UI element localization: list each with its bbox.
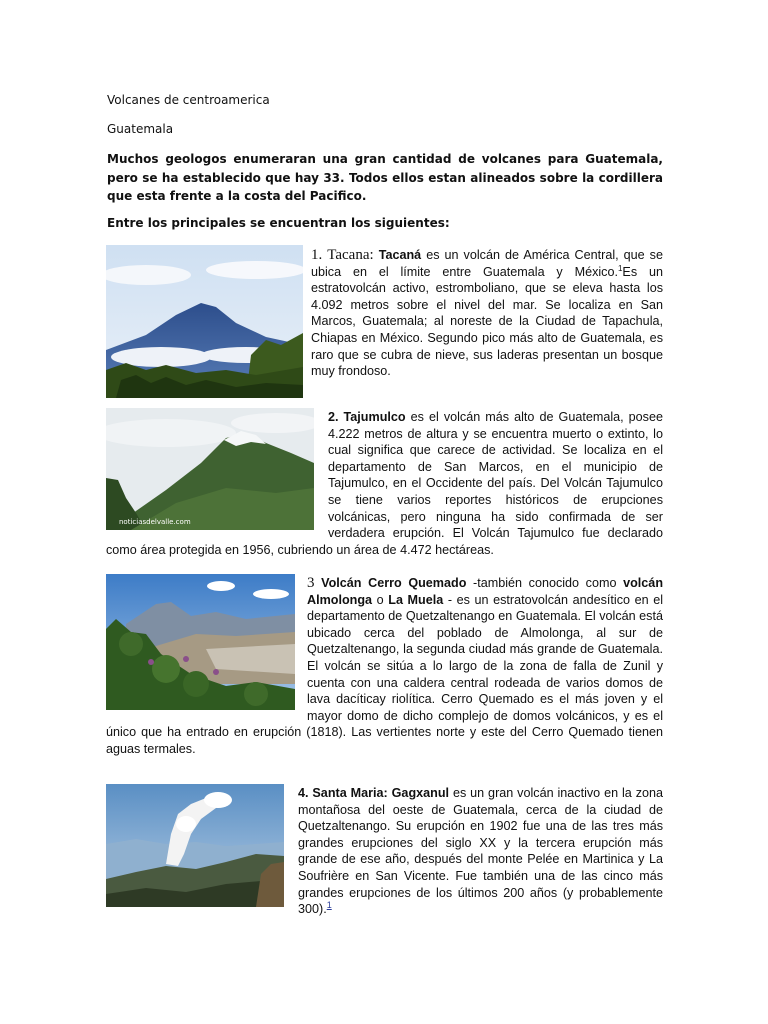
santa-maria-paragraph: 4. Santa Maria: Gagxanul es un gran volcán inactivo en la zona montañosa del oeste de Guatemala, cerca de la ciudad de Quetzaltenango. Su erupción en 1902 fue una de las tres más grandes erupciones del siglo XX y la tercera erupción más grande de ese año, después del monte Pelée en Martinica y La Soufrière en San Vicente. Fue también una de las cinco más grandes erupciones de los últimos 200 años (y probablemente 300).$^1$ [298, 786, 664, 917]
santa-maria-photo [106, 784, 284, 907]
tajumulco-paragraph: 2. Tajumulco es el volcán más alto de Guatemala, posee 4.222 metros de altura y se encuentra muerto o extinto, lo cual significa que carece de actividad. Se localiza en el departamento de San Marcos, en el municipio de Tajumulco, en el Occidente del país. Del Volcán Tajumulco se tiene varios reportes históricos de erupciones volcánicas, pero ninguna ha sido confirmada de ser verdadera erupción. El Volcán Tajumulco fue declarado como área protegida en 1956, cubriendo un área de 4.472 hectáreas. [106, 410, 663, 557]
la-muela-name: La Muela [388, 592, 444, 607]
document-title: Volcanes de centroamerica [107, 93, 270, 107]
volcano-section-santa-maria [106, 784, 663, 918]
tacana-photo [106, 245, 303, 398]
santa-maria-name: Gagxanul [391, 786, 450, 800]
volcano-section-tacana [106, 245, 663, 398]
tacana-name: Tacaná [378, 248, 422, 262]
cerro-quemado-paragraph: 3 Volcán Cerro Quemado -también conocido como volcán Almolonga o La Muela - es un estratovolcán andesítico en el departamento de Quetzaltenango en Guatemala. El volcán está ubicado cerca del poblado de Almolonga, al sur de Quetzaltenango, la segunda ciudad más grande de Guatemala. El volcán se sitúa a lo largo de la zona de falla de Zunil y cuenta con una caldera central rodeada de varios domos de lava dacíticay riolítica. Cerro Quemado es el más joven y el mayor domo de dicho complejo de domos volcánicos, y es el único que ha entrado en erupción (1818). Las vertientes norte y este del Cerro Quemado tienen aguas termales. [106, 575, 664, 756]
tacana-number: 1. Tacana: [311, 247, 374, 263]
tajumulco-watermark: noticiasdelvalle.com [119, 518, 191, 526]
almolonga-name: volcán Almolonga [307, 576, 664, 607]
tacana-paragraph: 1. Tacana: Tacaná es un volcán de América Central, que se ubica en el límite entre Guatemala y México.$^1$Es un estratovolcán activo, estromboliano, que se eleva hasta los 4.092 metros sobre el nivel del mar. Se localiza en San Marcos, Guatemala; al noreste de la Ciudad de Tapachula, Chiapas en México. Segundo pico más alto de Guatemala, es raro que se cubra de nieve, sus laderas presentan un bosque muy frondoso. [311, 247, 663, 379]
tajumulco-photo [106, 408, 314, 530]
volcano-section-tajumulco [106, 408, 663, 558]
cerro-quemado-number: 3 [307, 575, 315, 591]
tacana-ref: 1 [617, 263, 623, 273]
cerro-quemado-name: Volcán Cerro Quemado [321, 576, 467, 590]
volcano-section-cerro-quemado [106, 574, 663, 758]
intro-paragraph: Muchos geologos enumeraran una gran cantidad de volcanes para Guatemala, pero se ha establecido que hay 33. Todos ellos estan alineados sobre la cordillera que esta frente a la costa del Pacifico. [107, 152, 663, 203]
santa-maria-ref-link[interactable]: 1 [326, 899, 332, 910]
list-intro: Entre los principales se encuentran los siguientes: [107, 216, 450, 230]
tajumulco-name: 2. Tajumulco [328, 410, 406, 424]
cerro-quemado-photo [106, 574, 295, 710]
santa-maria-number: 4. Santa Maria: [298, 786, 388, 800]
country-heading: Guatemala [107, 122, 174, 136]
